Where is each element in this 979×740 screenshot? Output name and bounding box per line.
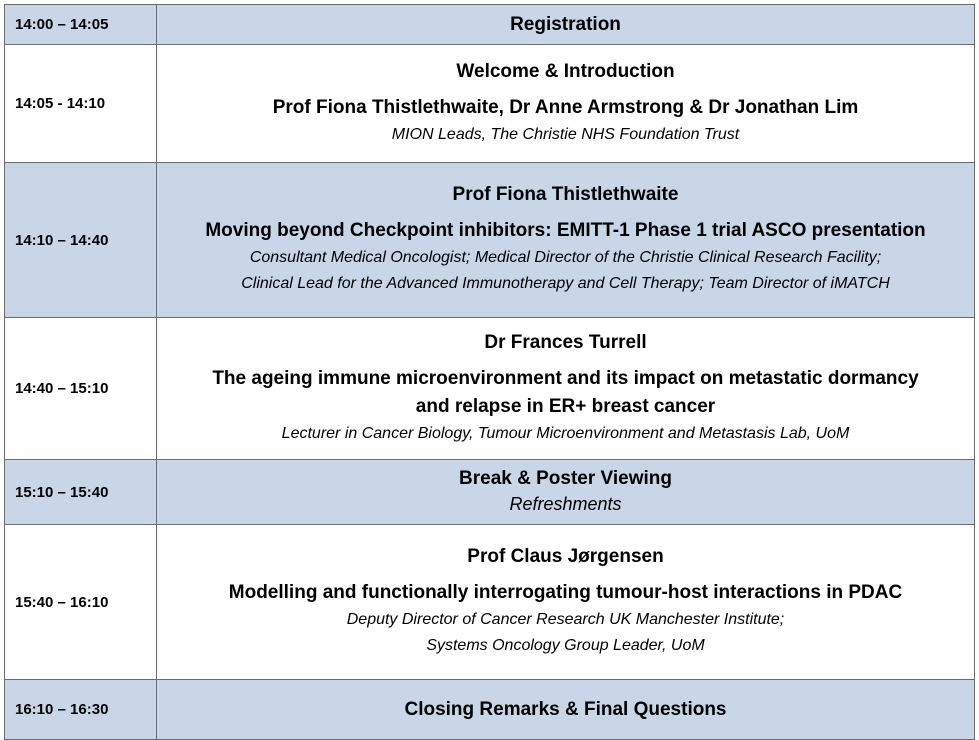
time-cell: 15:40 – 16:10 bbox=[5, 525, 157, 680]
session-title: Break & Poster Viewing bbox=[459, 468, 672, 489]
speaker-name: Prof Claus Jørgensen bbox=[467, 546, 664, 567]
talk-title: Moving beyond Checkpoint inhibitors: EMITT-1 Phase 1 trial ASCO presentation bbox=[205, 220, 926, 241]
time-cell: 14:10 – 14:40 bbox=[5, 163, 157, 318]
session-cell bbox=[157, 5, 975, 45]
affiliation-line: Consultant Medical Oncologist; Medical Director of the Christie Clinical Research Facility; bbox=[249, 249, 882, 266]
speaker-name: Dr Frances Turrell bbox=[484, 331, 647, 353]
talk-title-line: The ageing immune microenvironment and its impact on metastatic dormancy bbox=[212, 367, 919, 389]
affiliation: Lecturer in Cancer Biology, Tumour Microenvironment and Metastasis Lab, UoM bbox=[281, 424, 850, 442]
agenda-row-turrell bbox=[5, 318, 975, 460]
time-cell: 14:00 – 14:05 bbox=[5, 5, 157, 45]
agenda-row-jorgensen bbox=[5, 525, 975, 680]
talk-title-line: and relapse in ER+ breast cancer bbox=[415, 395, 716, 417]
session-title: Registration bbox=[510, 13, 621, 35]
agenda-row-break bbox=[5, 460, 975, 525]
time-cell: 16:10 – 16:30 bbox=[5, 680, 157, 740]
session-subtitle: Refreshments bbox=[509, 494, 622, 514]
affiliation-line: Systems Oncology Group Leader, UoM bbox=[426, 637, 705, 654]
session-cell bbox=[157, 460, 975, 525]
affiliation-line: Clinical Lead for the Advanced Immunotherapy and Cell Therapy; Team Director of iMATCH bbox=[241, 275, 890, 292]
speaker-name: Prof Fiona Thistlethwaite bbox=[452, 184, 679, 205]
agenda-row-registration bbox=[5, 5, 975, 45]
affiliation: MION Leads, The Christie NHS Foundation Trust bbox=[391, 125, 740, 143]
agenda-table bbox=[4, 4, 975, 740]
talk-title: Modelling and functionally interrogating tumour-host interactions in PDAC bbox=[228, 582, 903, 603]
affiliation-line: Deputy Director of Cancer Research UK Manchester Institute; bbox=[346, 611, 785, 628]
speaker-names: Prof Fiona Thistlethwaite, Dr Anne Armstrong & Dr Jonathan Lim bbox=[272, 96, 859, 118]
time-cell: 14:40 – 15:10 bbox=[5, 318, 157, 460]
session-cell bbox=[157, 680, 975, 740]
session-cell bbox=[157, 525, 975, 680]
agenda-row-welcome bbox=[5, 45, 975, 163]
time-cell: 14:05 - 14:10 bbox=[5, 45, 157, 163]
session-title: Welcome & Introduction bbox=[456, 60, 675, 82]
session-cell bbox=[157, 45, 975, 163]
session-cell bbox=[157, 318, 975, 460]
agenda-row-thistlethwaite bbox=[5, 163, 975, 318]
agenda-row-closing bbox=[5, 680, 975, 740]
time-cell: 15:10 – 15:40 bbox=[5, 460, 157, 525]
session-title: Closing Remarks & Final Questions bbox=[404, 698, 727, 720]
session-cell bbox=[157, 163, 975, 318]
